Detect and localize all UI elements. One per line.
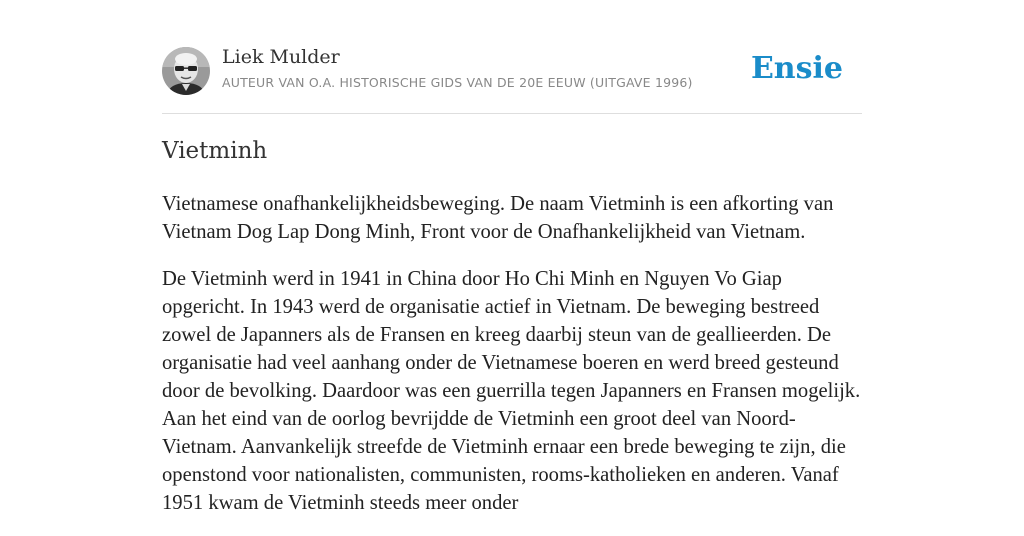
brand-logo[interactable]: Ensie [750,51,843,86]
article-paragraph: De Vietminh werd in 1941 in China door Ho Chi Minh en Nguyen Vo Giap opgericht. In 1943 werd de organisatie actief in Vietnam. De beweging bestreed zowel de Japanners als de Fransen en kreeg daarbij steun van de geallieerden. De organisatie had veel aanhang onder de Vietnamese boeren en werd breed gesteund door de bevolking. Daardoor was een guerrilla tegen Japanners en Fransen mogelijk. Aan het eind van de oorlog bevrijdde de Vietminh een groot deel van Noord-Vietnam. Aanvankelijk streefde de Vietminh ernaar een brede beweging te zijn, die openstond voor nationalisten, communisten, rooms-katholieken en anderen. Vanaf 1951 kwam de Vietminh steeds meer onder [162,268,861,514]
author-portrait-icon [162,47,210,95]
author-name[interactable]: Liek Mulder [222,46,340,68]
article-title: Vietminh [162,138,268,164]
article-body [162,190,862,536]
author-avatar[interactable] [162,47,210,95]
author-description: AUTEUR VAN O.A. HISTORISCHE GIDS VAN DE 20E EEUW (UITGAVE 1996) [222,75,693,90]
article-page [162,0,862,514]
article-paragraph: Vietnamese onafhankelijkheidsbeweging. De naam Vietminh is een afkorting van Vietnam Dog Lap Dong Minh, Front voor de Onafhankelijkheid van Vietnam. [162,193,834,243]
article-header [162,0,862,114]
